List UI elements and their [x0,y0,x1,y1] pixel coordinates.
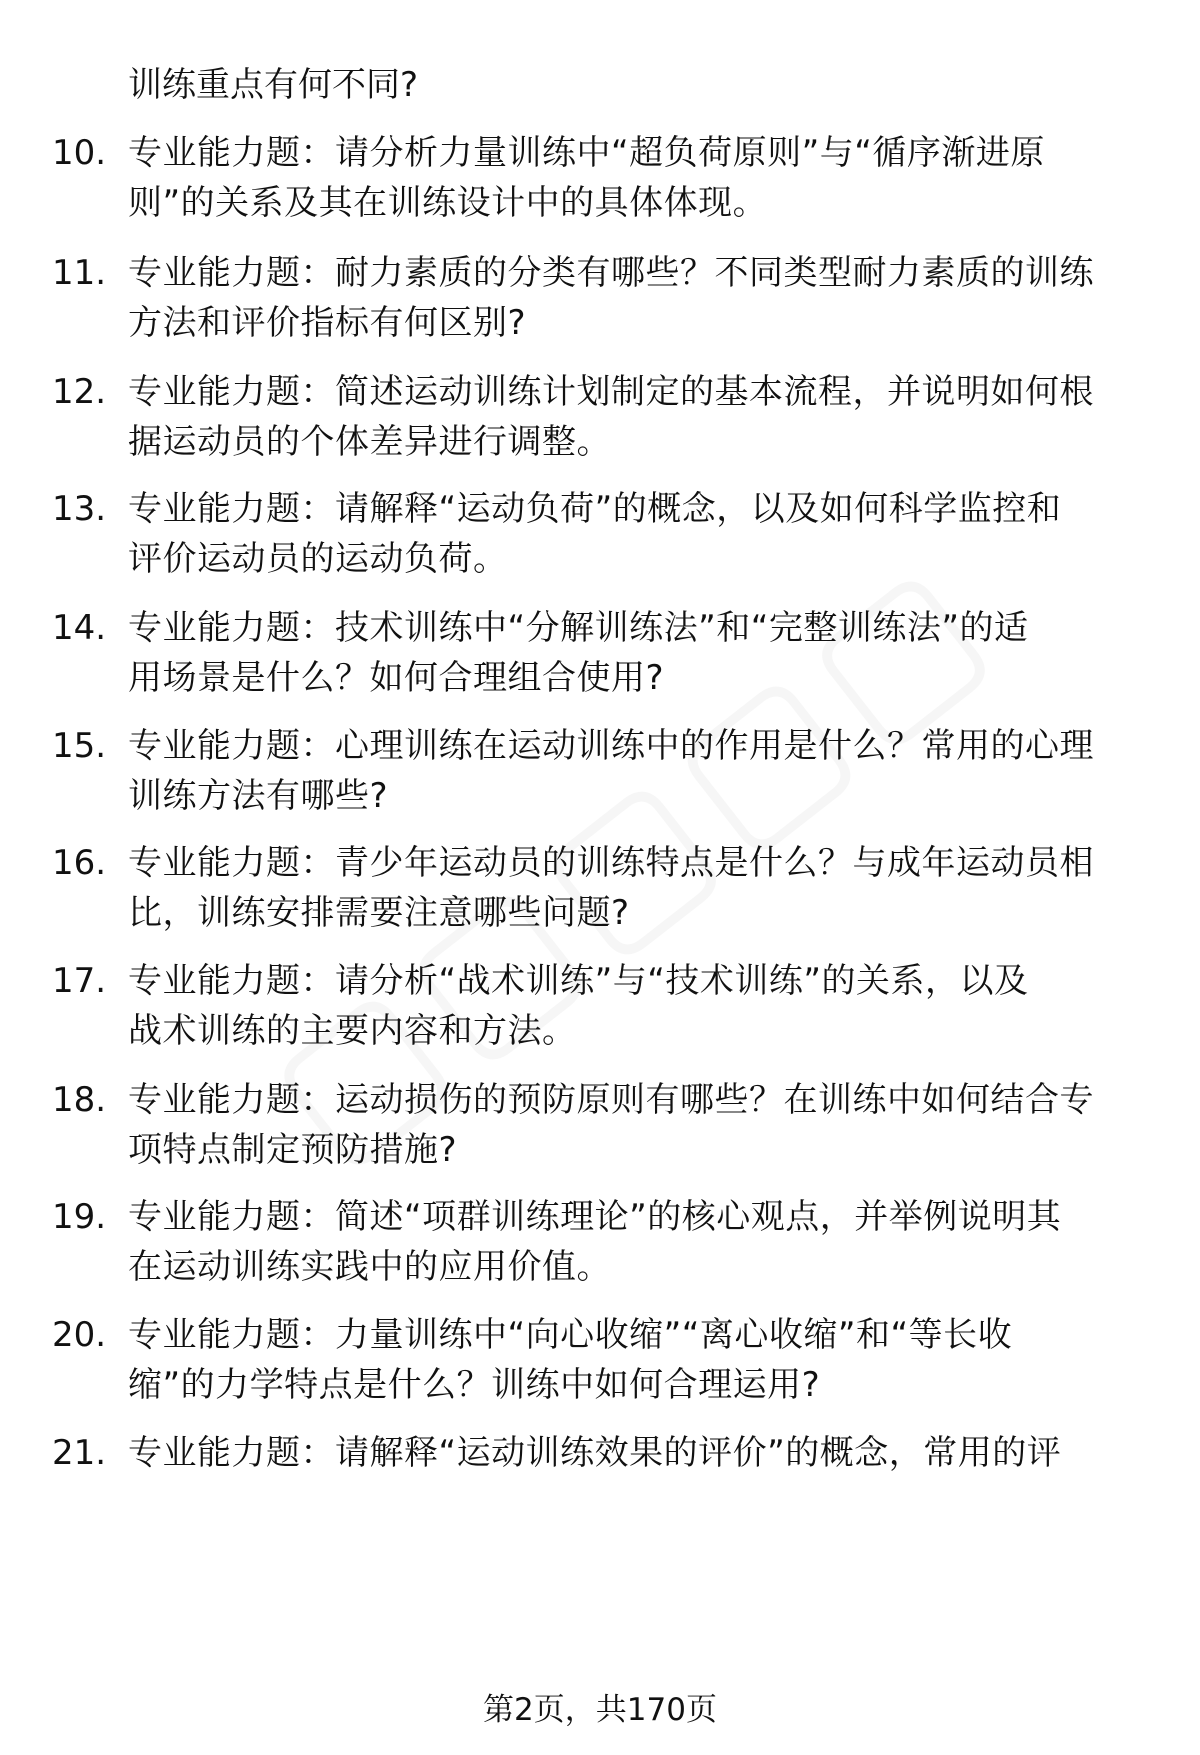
item-number: 15. [52,726,107,766]
item-line-1: 专业能力题：心理训练在运动训练中的作用是什么？常用的心理 [128,726,1094,766]
list-item [0,248,1200,358]
item-text [128,484,1140,584]
item-line-2: 据运动员的个体差异进行调整。 [128,422,611,462]
item-text [128,367,1140,467]
item-line-1: 专业能力题：力量训练中“向心收缩”“离心收缩”和“等长收 [128,1315,1013,1355]
item-line-2: 用场景是什么？如何合理组合使用? [128,658,665,698]
list-item [0,838,1200,948]
list-item [0,1075,1200,1185]
list-item [0,128,1200,238]
page-footer: 第2页，共170页 [483,1692,717,1728]
item-line-1: 专业能力题：耐力素质的分类有哪些？不同类型耐力素质的训练 [128,253,1094,293]
item-line-1: 专业能力题：请解释“运动训练效果的评价”的概念，常用的评 [128,1433,1062,1473]
item-number: 10. [52,133,107,173]
item-line-1: 专业能力题：请分析力量训练中“超负荷原则”与“循序渐进原 [128,133,1045,173]
item-line-1: 专业能力题：请分析“战术训练”与“技术训练”的关系，以及 [128,961,1029,1001]
item-text [128,1428,1140,1478]
item-number: 16. [52,843,107,883]
list-item [0,721,1200,831]
item-line-2: 方法和评价指标有何区别? [128,303,527,343]
item-line-2: 在运动训练实践中的应用价值。 [128,1247,611,1287]
item-number: 11. [52,253,107,293]
item-line-1: 专业能力题：运动损伤的预防原则有哪些？在训练中如何结合专 [128,1080,1094,1120]
item-line-2: 战术训练的主要内容和方法。 [128,1011,577,1051]
item-line-2: 比，训练安排需要注意哪些问题? [128,893,630,933]
item-line-2: 评价运动员的运动负荷。 [128,539,508,579]
item-text [128,1310,1140,1410]
item-number: 14. [52,608,107,648]
item-text [128,128,1140,228]
item-line-1: 专业能力题：请解释“运动负荷”的概念，以及如何科学监控和 [128,489,1062,529]
list-item [0,367,1200,477]
item-text [128,1075,1140,1175]
item-text [128,956,1140,1056]
item-line-1: 专业能力题：青少年运动员的训练特点是什么？与成年运动员相 [128,843,1094,883]
item-number: 19. [52,1197,107,1237]
item-text [128,721,1140,821]
item-number: 21. [52,1433,107,1473]
item-number: 17. [52,961,107,1001]
item-number: 18. [52,1080,107,1120]
item-line-1: 专业能力题：简述“项群训练理论”的核心观点，并举例说明其 [128,1197,1062,1237]
list-item [0,956,1200,1066]
item-line-2: 缩”的力学特点是什么？训练中如何合理运用? [128,1365,821,1405]
list-item [0,603,1200,713]
item-line-2: 则”的关系及其在训练设计中的具体体现。 [128,183,768,223]
item-text [128,838,1140,938]
item-text [128,603,1140,703]
list-item [0,1192,1200,1302]
item-line-1: 专业能力题：简述运动训练计划制定的基本流程，并说明如何根 [128,372,1094,412]
item-number: 13. [52,489,107,529]
list-item [0,1428,1200,1538]
list-item [0,1310,1200,1420]
item-line-1: 专业能力题：技术训练中“分解训练法”和“完整训练法”的适 [128,608,1029,648]
item-text [128,1192,1140,1292]
item-text [128,248,1140,348]
item-number: 20. [52,1315,107,1355]
item-line-2: 项特点制定预防措施? [128,1130,458,1170]
list-item [0,484,1200,594]
continuation-line: 训练重点有何不同? [128,65,419,105]
item-number: 12. [52,372,107,412]
item-line-2: 训练方法有哪些? [128,776,389,816]
